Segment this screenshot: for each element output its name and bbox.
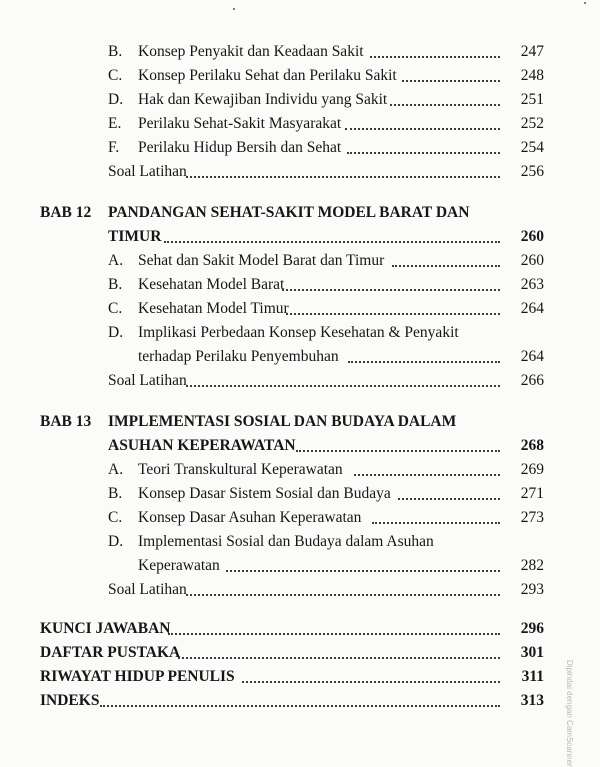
leader-dots [186,594,500,596]
entry-letter: D. [108,533,124,550]
scan-speck [233,8,235,10]
entry-page: 271 [520,485,544,502]
entry-title: Keperawatan [138,557,220,574]
scanner-watermark: Dipindai dengan CamScanner [565,660,574,767]
entry-title: Konsep Perilaku Sehat dan Perilaku Sakit [138,67,397,84]
toc-entry [0,458,600,482]
entry-title: RIWAYAT HIDUP PENULIS [40,668,235,685]
entry-letter: A. [108,252,124,269]
leader-dots [392,265,500,267]
entry-letter: B. [108,276,123,293]
entry-page: 260 [520,252,544,269]
entry-title: Kesehatan Model Timur [138,300,289,317]
chapter-page: 260 [520,228,544,245]
toc-entry-backmatter [0,689,600,713]
entry-page: 296 [520,620,544,637]
entry-title: Perilaku Hidup Bersih dan Sehat [138,139,342,156]
leader-dots [282,289,500,291]
entry-letter: A. [108,461,124,478]
chapter-title: IMPLEMENTASI SOSIAL DAN BUDAYA DALAM [108,413,457,430]
entry-page: 252 [520,115,544,132]
leader-dots [226,570,500,572]
leader-dots [186,385,500,387]
chapter-heading [0,225,600,249]
entry-page: 256 [520,163,544,180]
toc-entry [0,369,600,393]
entry-page: 247 [520,43,544,60]
entry-letter: D. [108,91,124,108]
entry-letter: B. [108,43,123,60]
toc-entry [0,297,600,321]
leader-dots [347,152,500,154]
entry-page: 248 [520,67,544,84]
entry-title: Konsep Penyakit dan Keadaan Sakit [138,43,364,60]
leader-dots [100,705,500,707]
chapter-number: BAB 12 [40,204,92,221]
entry-page: 313 [520,692,544,709]
entry-title: Soal Latihan [108,581,187,598]
entry-page: 273 [520,509,544,526]
toc-entry [0,40,600,64]
leader-dots [398,498,500,500]
leader-dots [348,361,500,363]
entry-page: 264 [520,300,544,317]
entry-title: Soal Latihan [108,372,187,389]
leader-dots [372,522,500,524]
entry-letter: C. [108,509,123,526]
entry-page: 293 [520,581,544,598]
entry-title: Perilaku Sehat-Sakit Masyarakat [138,115,342,132]
chapter-heading [0,201,600,225]
entry-letter: C. [108,300,123,317]
leader-dots [354,474,500,476]
entry-letter: F. [108,139,120,156]
toc-entry [0,273,600,297]
toc-entry [0,112,600,136]
toc-entry [0,160,600,184]
entry-title: Kesehatan Model Barat [138,276,285,293]
leader-dots [390,104,500,106]
entry-page: 282 [520,557,544,574]
entry-title: Hak dan Kewajiban Individu yang Sakit [138,91,388,108]
toc-entry [0,554,600,578]
entry-title: Implikasi Perbedaan Konsep Kesehatan & Penyakit [138,324,459,341]
entry-title: Konsep Dasar Sistem Sosial dan Budaya [138,485,391,502]
leader-dots [296,450,500,452]
entry-title: INDEKS [40,692,100,709]
chapter-page: 268 [520,437,544,454]
toc-entry [0,506,600,530]
toc-entry-backmatter [0,641,600,665]
chapter-heading [0,410,600,434]
toc-entry [0,136,600,160]
entry-page: 264 [520,348,544,365]
entry-title: KUNCI JAWABAN [40,620,171,637]
entry-page: 251 [520,91,544,108]
toc-entry [0,578,600,602]
entry-letter: E. [108,115,122,132]
scan-speck [584,2,586,4]
entry-page: 254 [520,139,544,156]
entry-title: Teori Transkultural Keperawatan [138,461,343,478]
toc-entry-backmatter [0,617,600,641]
entry-title: DAFTAR PUSTAKA [40,644,181,661]
chapter-heading [0,434,600,458]
chapter-title: TIMUR [108,228,162,245]
entry-page: 311 [521,668,544,685]
entry-page: 269 [520,461,544,478]
leader-dots [164,241,500,243]
toc-entry [0,249,600,273]
leader-dots [345,128,500,130]
entry-letter: D. [108,324,124,341]
toc-entry [0,321,600,345]
toc-entry [0,88,600,112]
chapter-title: ASUHAN KEPERAWATAN [108,437,296,454]
entry-page: 301 [520,644,544,661]
leader-dots [286,313,500,315]
toc-entry [0,64,600,88]
leader-dots [242,681,500,683]
entry-letter: B. [108,485,123,502]
entry-letter: C. [108,67,123,84]
entry-page: 263 [520,276,544,293]
leader-dots [370,56,500,58]
entry-title: Soal Latihan [108,163,187,180]
leader-dots [402,80,500,82]
leader-dots [168,633,500,635]
entry-title: terhadap Perilaku Penyembuhan [138,348,339,365]
toc-entry [0,482,600,506]
chapter-number: BAB 13 [40,413,92,430]
leader-dots [186,176,500,178]
toc-entry [0,345,600,369]
entry-title: Sehat dan Sakit Model Barat dan Timur [138,252,385,269]
entry-title: Implementasi Sosial dan Budaya dalam Asuhan [138,533,434,550]
toc-entry [0,530,600,554]
chapter-title: PANDANGAN SEHAT-SAKIT MODEL BARAT DAN [108,204,470,221]
entry-page: 266 [520,372,544,389]
toc-entry-backmatter [0,665,600,689]
entry-title: Konsep Dasar Asuhan Keperawatan [138,509,362,526]
leader-dots [178,657,500,659]
